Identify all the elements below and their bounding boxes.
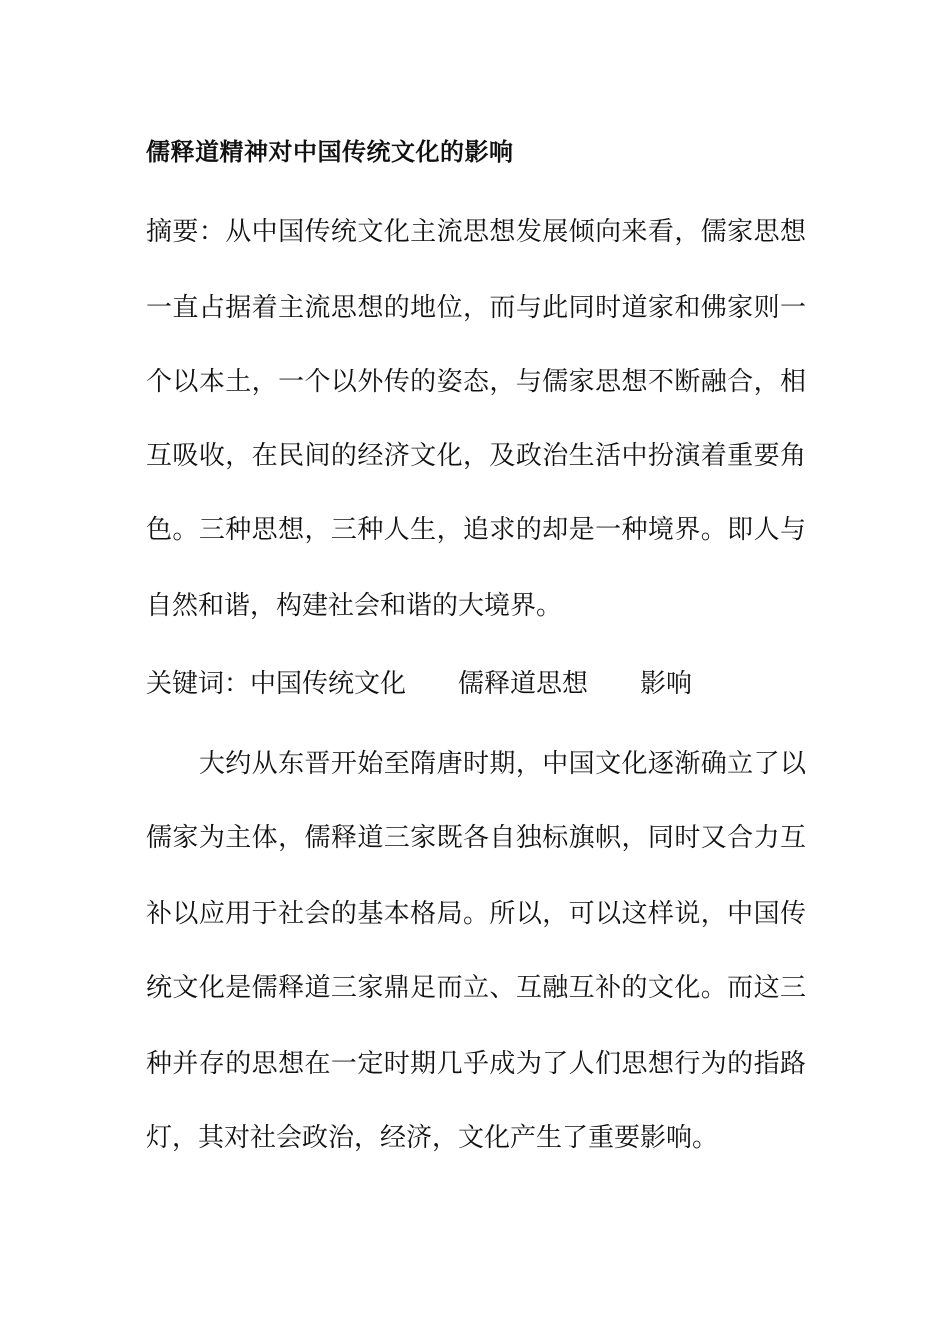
body-line: 灯，其对社会政治，经济，文化产生了重要影响。 xyxy=(146,1123,719,1153)
abstract-line: 个以本土，一个以外传的姿态，与儒家思想不断融合，相 xyxy=(146,367,806,397)
keyword: 儒释道思想 xyxy=(458,669,589,699)
body-line: 统文化是儒释道三家鼎足而立、互融互补的文化。而这三 xyxy=(146,973,806,1003)
abstract-line: 摘要：从中国传统文化主流思想发展倾向来看，儒家思想 xyxy=(146,217,806,247)
abstract-line: 一直占据着主流思想的地位，而与此同时道家和佛家则一 xyxy=(146,293,806,323)
body-line: 儒家为主体，儒释道三家既各自独标旗帜，同时又合力互 xyxy=(146,823,806,853)
abstract-line: 互吸收，在民间的经济文化，及政治生活中扮演着重要角 xyxy=(146,441,806,471)
body-line: 种并存的思想在一定时期几乎成为了人们思想行为的指路 xyxy=(146,1049,806,1079)
abstract-line: 色。三种思想，三种人生，追求的却是一种境界。即人与 xyxy=(146,515,806,545)
body-line: 补以应用于社会的基本格局。所以，可以这样说，中国传 xyxy=(146,899,806,929)
keywords-line xyxy=(146,664,692,704)
document-title: 儒释道精神对中国传统文化的影响 xyxy=(146,138,514,166)
keywords-label: 关键词： xyxy=(146,669,251,699)
body-line: 大约从东晋开始至隋唐时期，中国文化逐渐确立了以 xyxy=(146,749,806,779)
abstract-line: 自然和谐，构建社会和谐的大境界。 xyxy=(146,591,563,621)
keyword: 影响 xyxy=(640,669,693,699)
keyword: 中国传统文化 xyxy=(250,669,407,699)
